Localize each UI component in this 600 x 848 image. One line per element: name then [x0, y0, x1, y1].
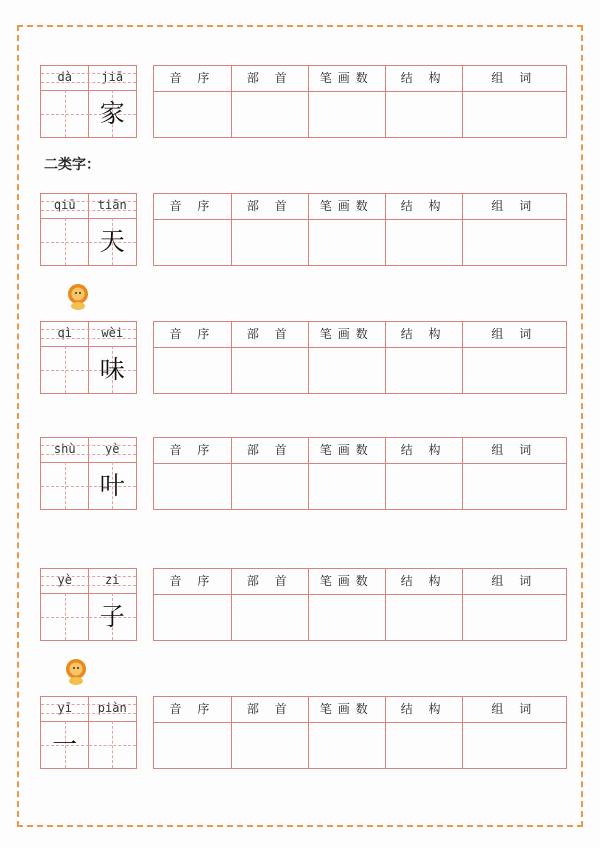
answer-cell[interactable] — [463, 220, 566, 265]
table-header: 部 首 — [232, 697, 308, 723]
pinyin-text: qì — [57, 326, 72, 340]
pinyin-text: jiā — [101, 70, 124, 84]
answer-cell[interactable] — [232, 595, 308, 640]
table-header: 结 构 — [386, 569, 462, 595]
writing-cell[interactable] — [89, 218, 137, 265]
pinyin-text: piàn — [97, 701, 127, 715]
analysis-table — [153, 65, 567, 138]
hanzi-char: 天 — [99, 227, 125, 256]
answer-cell[interactable] — [386, 723, 462, 768]
table-header: 音 序 — [154, 438, 231, 464]
answer-cell[interactable] — [463, 595, 566, 640]
character-entry — [0, 321, 600, 395]
section-label: 二类字： — [44, 157, 100, 173]
writing-cell[interactable] — [89, 346, 137, 393]
answer-cell[interactable] — [154, 723, 231, 768]
hanzi-char: 味 — [99, 355, 125, 384]
pinyin-row — [41, 569, 136, 594]
tianzige-box — [40, 696, 137, 769]
character-entry — [0, 193, 600, 267]
pinyin-text: yè — [57, 573, 72, 587]
pinyin-text: dà — [57, 70, 72, 84]
pinyin-row — [41, 697, 136, 722]
character-entry — [0, 568, 600, 642]
writing-cell[interactable] — [41, 346, 89, 393]
table-header: 结 构 — [386, 194, 462, 220]
table-header: 音 序 — [154, 322, 231, 348]
pinyin-text: yè — [105, 442, 120, 456]
pinyin-text: wèi — [101, 326, 124, 340]
character-entry — [0, 65, 600, 139]
writing-cell[interactable] — [41, 462, 89, 509]
table-header: 笔画数 — [309, 194, 385, 220]
table-header: 笔画数 — [309, 438, 385, 464]
answer-cell[interactable] — [309, 348, 385, 393]
answer-cell[interactable] — [463, 92, 566, 137]
writing-cell[interactable] — [41, 593, 89, 640]
hanzi-char: 一 — [52, 730, 78, 759]
table-header: 笔画数 — [309, 322, 385, 348]
tianzige-box — [40, 193, 137, 266]
answer-cell[interactable] — [309, 92, 385, 137]
answer-cell[interactable] — [309, 220, 385, 265]
analysis-table — [153, 193, 567, 266]
writing-cell[interactable] — [41, 90, 89, 137]
analysis-table — [153, 568, 567, 641]
answer-cell[interactable] — [154, 348, 231, 393]
answer-cell[interactable] — [309, 723, 385, 768]
table-header: 笔画数 — [309, 66, 385, 92]
writing-cell[interactable] — [89, 90, 137, 137]
table-header: 结 构 — [386, 438, 462, 464]
answer-cell[interactable] — [232, 220, 308, 265]
table-header: 结 构 — [386, 697, 462, 723]
answer-cell[interactable] — [386, 595, 462, 640]
answer-cell[interactable] — [386, 92, 462, 137]
tianzige-box — [40, 321, 137, 394]
analysis-table — [153, 321, 567, 394]
answer-cell[interactable] — [154, 92, 231, 137]
pinyin-row — [41, 66, 136, 91]
hanzi-char: 叶 — [99, 471, 125, 500]
answer-cell[interactable] — [463, 348, 566, 393]
table-header: 部 首 — [232, 569, 308, 595]
table-header: 组 词 — [463, 438, 566, 464]
answer-cell[interactable] — [386, 464, 462, 509]
table-header: 组 词 — [463, 697, 566, 723]
pinyin-row — [41, 322, 136, 347]
table-header: 部 首 — [232, 194, 308, 220]
table-header: 部 首 — [232, 438, 308, 464]
table-header: 笔画数 — [309, 697, 385, 723]
lion-icon — [65, 659, 87, 685]
tianzige-box — [40, 65, 137, 138]
pinyin-text: tiān — [97, 198, 127, 212]
table-header: 结 构 — [386, 66, 462, 92]
tianzige-box — [40, 437, 137, 510]
tianzige-box — [40, 568, 137, 641]
answer-cell[interactable] — [463, 723, 566, 768]
answer-cell[interactable] — [232, 348, 308, 393]
table-header: 部 首 — [232, 66, 308, 92]
answer-cell[interactable] — [232, 723, 308, 768]
writing-cell[interactable] — [89, 593, 137, 640]
analysis-table — [153, 437, 567, 510]
analysis-table — [153, 696, 567, 769]
writing-cell[interactable] — [41, 721, 89, 768]
pinyin-row — [41, 194, 136, 219]
table-header: 组 词 — [463, 194, 566, 220]
table-header: 结 构 — [386, 322, 462, 348]
writing-cell[interactable] — [41, 218, 89, 265]
answer-cell[interactable] — [309, 595, 385, 640]
character-entry — [0, 437, 600, 511]
writing-cell[interactable] — [89, 721, 137, 768]
table-header: 组 词 — [463, 66, 566, 92]
writing-cell[interactable] — [89, 462, 137, 509]
lion-icon — [67, 284, 89, 310]
pinyin-text: zi — [105, 573, 120, 587]
answer-cell[interactable] — [154, 220, 231, 265]
table-header: 部 首 — [232, 322, 308, 348]
answer-cell[interactable] — [309, 464, 385, 509]
table-header: 音 序 — [154, 697, 231, 723]
table-header: 音 序 — [154, 194, 231, 220]
character-entry — [0, 696, 600, 770]
table-header: 组 词 — [463, 569, 566, 595]
answer-cell[interactable] — [154, 595, 231, 640]
table-header: 音 序 — [154, 569, 231, 595]
pinyin-text: shù — [53, 442, 76, 456]
answer-cell[interactable] — [386, 220, 462, 265]
hanzi-char: 子 — [99, 602, 125, 631]
table-header: 音 序 — [154, 66, 231, 92]
table-header: 笔画数 — [309, 569, 385, 595]
answer-cell[interactable] — [386, 348, 462, 393]
pinyin-text: qiū — [53, 198, 76, 212]
answer-cell[interactable] — [154, 464, 231, 509]
hanzi-char: 家 — [99, 99, 125, 128]
answer-cell[interactable] — [232, 92, 308, 137]
table-header: 组 词 — [463, 322, 566, 348]
pinyin-text: yī — [57, 701, 72, 715]
pinyin-row — [41, 438, 136, 463]
answer-cell[interactable] — [232, 464, 308, 509]
answer-cell[interactable] — [463, 464, 566, 509]
